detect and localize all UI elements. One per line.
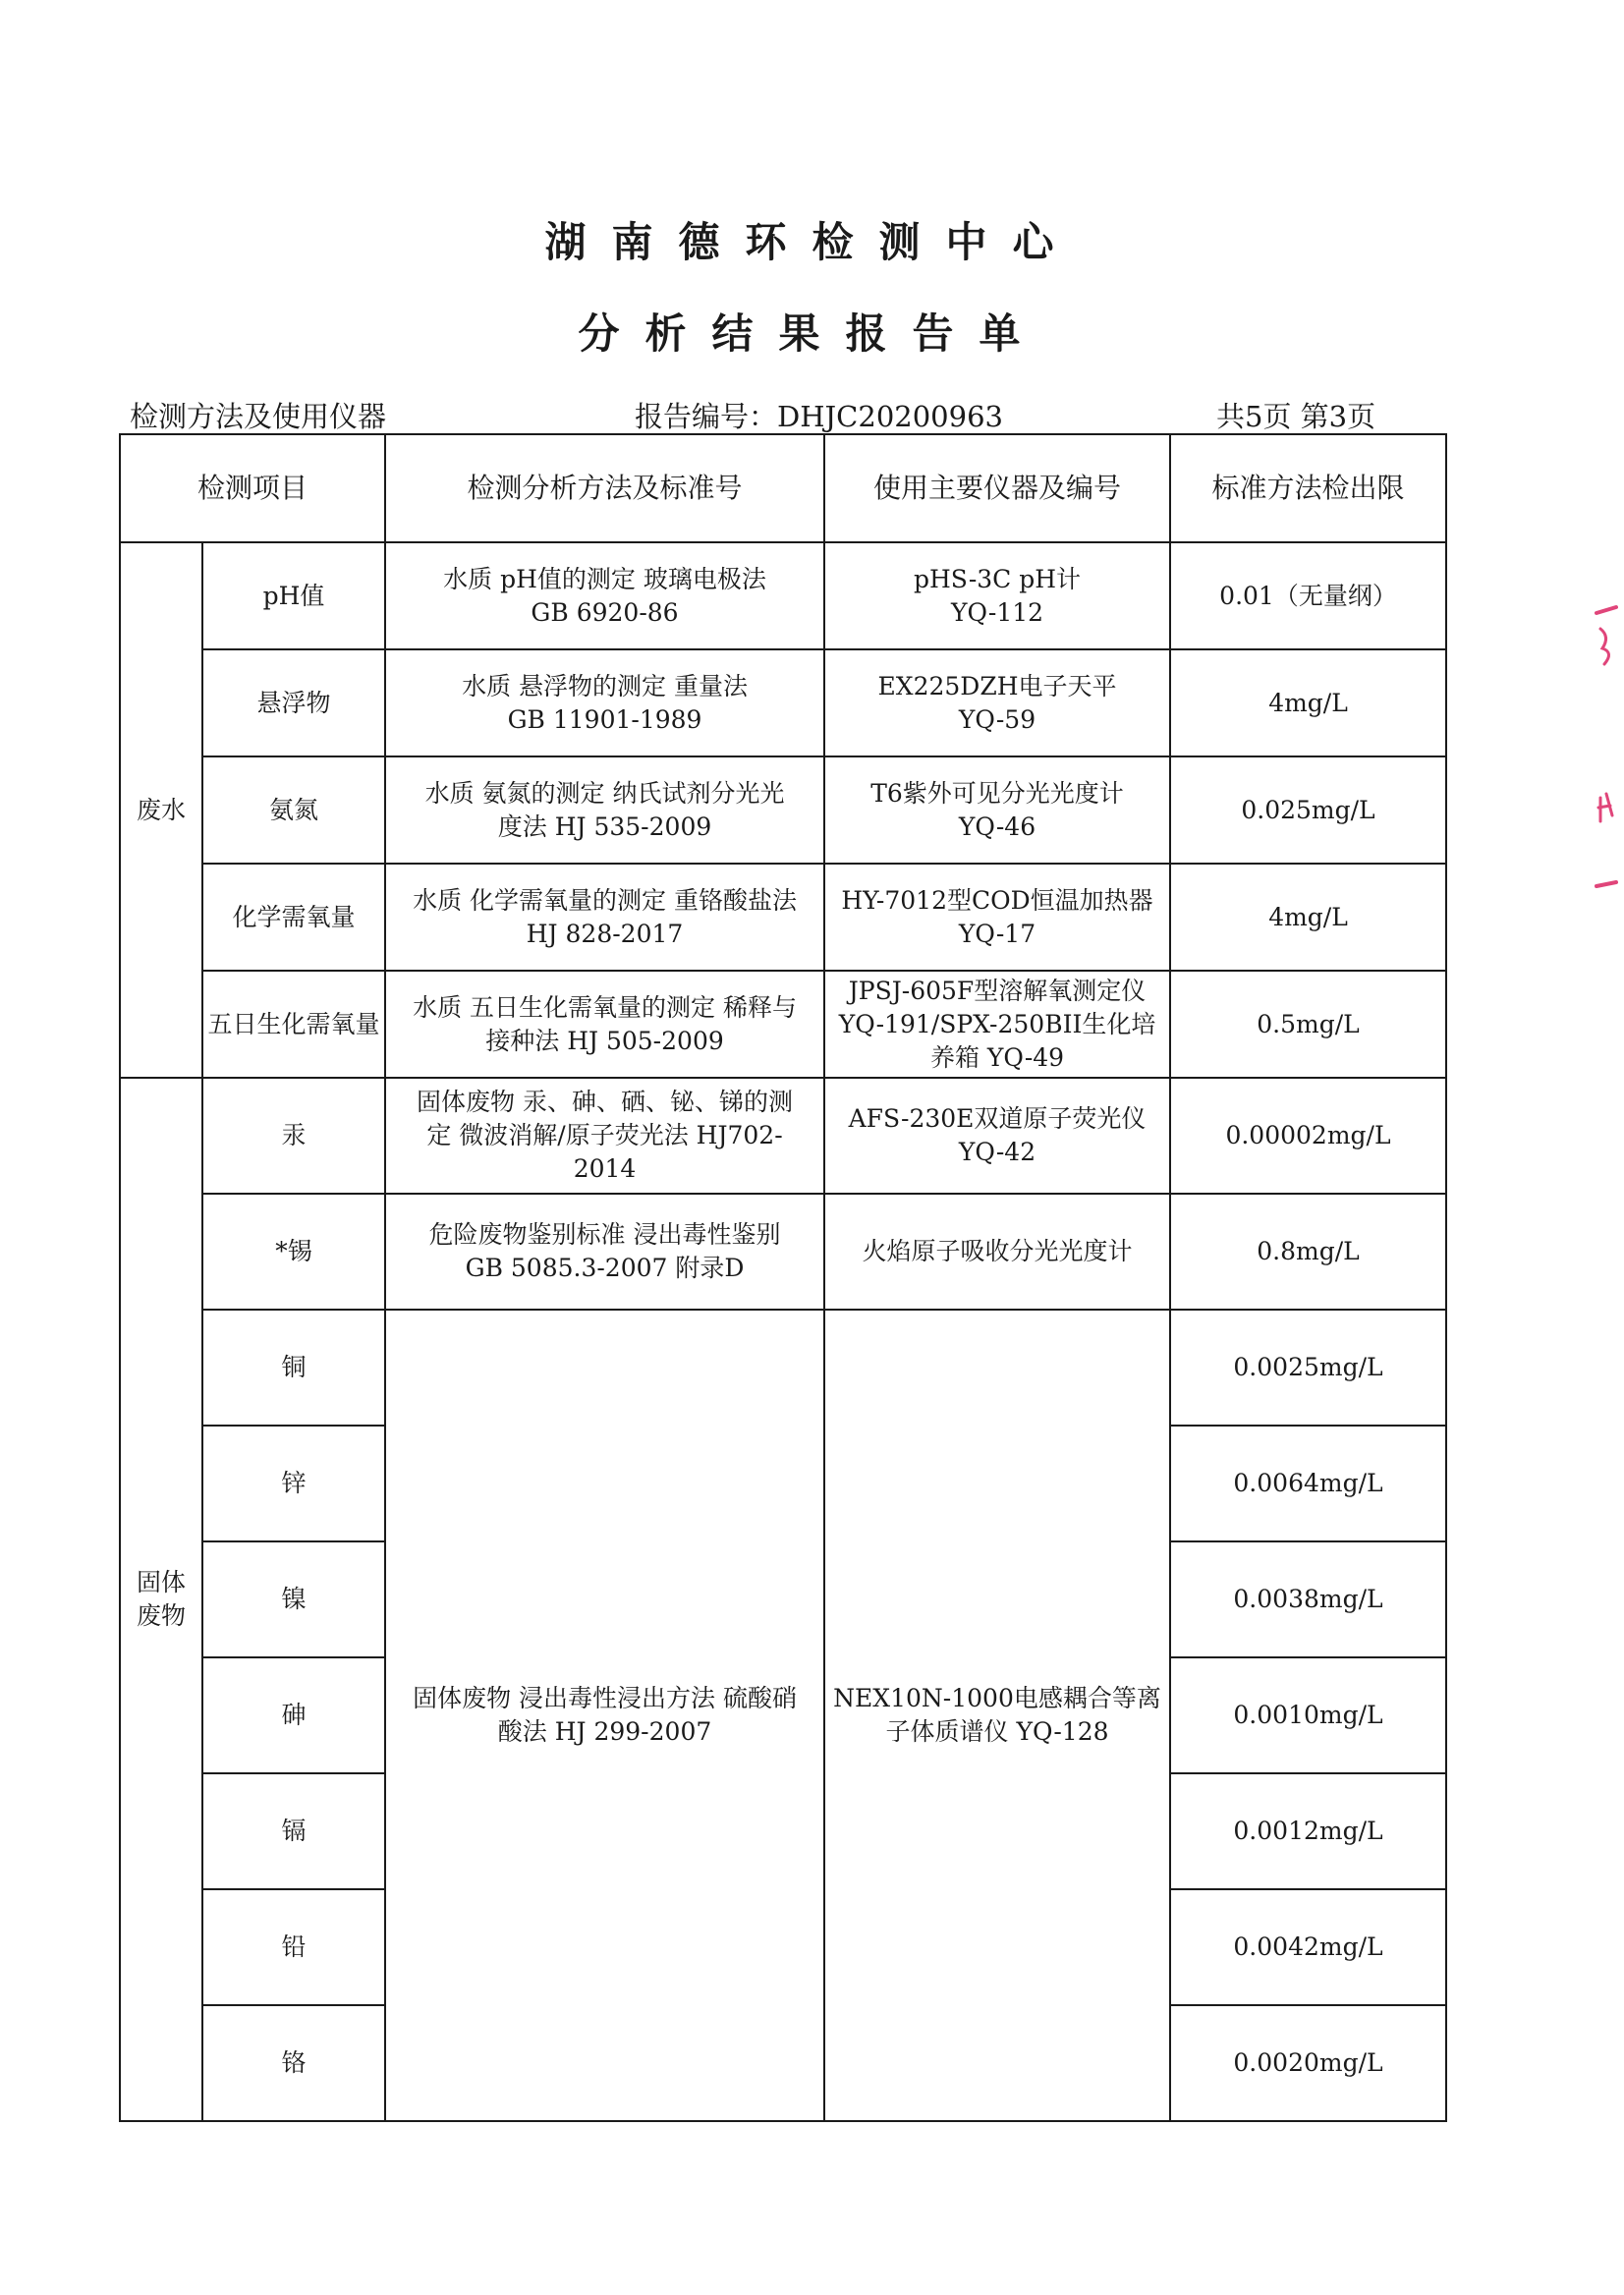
method-line: 水质 pH值的测定 玻璃电极法 <box>443 564 766 593</box>
method-line: 度法 HJ 535-2009 <box>497 812 712 841</box>
seal-stamp-fragment <box>1591 589 1624 904</box>
category-label: 固体废物 <box>136 1568 186 1630</box>
item-cell: 铅 <box>202 1889 385 2005</box>
report-number <box>635 395 1003 435</box>
method-cell <box>385 756 824 864</box>
method-line: GB 5085.3-2007 附录D <box>465 1254 745 1282</box>
limit-cell: 0.0012mg/L <box>1170 1773 1446 1889</box>
item-cell: 悬浮物 <box>202 649 385 756</box>
org-title: 湖南德环检测中心 <box>544 218 1080 266</box>
instrument-line: JPSJ-605F型溶解氧测定仪 <box>848 976 1147 1005</box>
instrument-line: pHS-3C pH计 <box>913 564 1082 593</box>
instrument-line: YQ-59 <box>958 704 1036 734</box>
instrument-line: YQ-191/SPX-250BII生化培 <box>838 1009 1156 1038</box>
instrument-line: YQ-112 <box>950 597 1044 627</box>
table-row <box>120 649 1446 756</box>
item-cell: 氨氮 <box>202 756 385 864</box>
page-indicator: 共5页 第3页 <box>1216 400 1376 433</box>
instrument-cell <box>824 1194 1170 1310</box>
method-line: 固体废物 汞、砷、硒、铋、锑的测 <box>417 1088 793 1116</box>
instrument-line: YQ-42 <box>958 1138 1036 1166</box>
method-line: 水质 化学需氧量的测定 重铬酸盐法 <box>413 885 797 915</box>
method-line: 2014 <box>573 1154 637 1183</box>
item-cell: 铬 <box>202 2005 385 2121</box>
method-cell <box>385 542 824 649</box>
item-cell: 化学需氧量 <box>202 864 385 971</box>
item-cell: 汞 <box>202 1078 385 1194</box>
instrument-cell <box>824 649 1170 756</box>
limit-cell: 0.0025mg/L <box>1170 1310 1446 1426</box>
instrument-line: YQ-46 <box>958 812 1036 841</box>
table-row <box>120 542 1446 649</box>
instrument-line: YQ-17 <box>958 919 1036 948</box>
instrument-cell <box>824 864 1170 971</box>
method-cell <box>385 649 824 756</box>
table-row <box>120 756 1446 864</box>
instrument-cell <box>824 1078 1170 1194</box>
instrument-cell <box>824 971 1170 1078</box>
limit-cell: 0.025mg/L <box>1170 756 1446 864</box>
col-header-item: 检测项目 <box>120 434 385 542</box>
limit-cell: 0.0038mg/L <box>1170 1541 1446 1657</box>
method-line: 水质 氨氮的测定 纳氏试剂分光光 <box>424 778 785 808</box>
col-header-instrument: 使用主要仪器及编号 <box>824 434 1170 542</box>
method-line: 水质 悬浮物的测定 重量法 <box>462 671 748 700</box>
results-table <box>119 433 1447 2122</box>
limit-cell: 4mg/L <box>1170 864 1446 971</box>
item-cell: *锡 <box>202 1194 385 1310</box>
limit-cell: 0.0020mg/L <box>1170 2005 1446 2121</box>
col-header-method: 检测分析方法及标准号 <box>385 434 824 542</box>
instrument-line: 养箱 YQ-49 <box>929 1042 1065 1072</box>
method-line: GB 6920-86 <box>531 597 679 627</box>
method-line: 危险废物鉴别标准 浸出毒性鉴别 <box>428 1220 781 1249</box>
limit-cell: 0.00002mg/L <box>1170 1078 1446 1194</box>
table-row <box>120 1078 1446 1194</box>
category-solid-waste <box>120 1078 202 2121</box>
method-cell <box>385 1194 824 1310</box>
table-row <box>120 1310 1446 1426</box>
report-number-value: DHJC20200963 <box>777 400 1003 433</box>
instrument-line: 火焰原子吸收分光光度计 <box>862 1237 1133 1265</box>
item-cell: 锌 <box>202 1426 385 1541</box>
table-row <box>120 971 1446 1078</box>
doc-title: 分析结果报告单 <box>578 309 1046 358</box>
table-row <box>120 864 1446 971</box>
instrument-line: EX225DZH电子天平 <box>877 671 1117 700</box>
limit-cell: 0.01（无量纲） <box>1170 542 1446 649</box>
method-line: HJ 828-2017 <box>526 919 684 948</box>
method-cell <box>385 971 824 1078</box>
method-cell <box>385 1078 824 1194</box>
table-row <box>120 1194 1446 1310</box>
table-header-row <box>120 434 1446 542</box>
limit-cell: 0.0042mg/L <box>1170 1889 1446 2005</box>
limit-cell: 0.8mg/L <box>1170 1194 1446 1310</box>
method-line: 固体废物 浸出毒性浸出方法 硫酸硝 <box>413 1684 797 1712</box>
item-cell: 镍 <box>202 1541 385 1657</box>
instrument-line: NEX10N-1000电感耦合等离 <box>833 1684 1161 1712</box>
method-line: 接种法 HJ 505-2009 <box>485 1026 724 1055</box>
report-number-label: 报告编号： <box>635 400 778 433</box>
instrument-line: T6紫外可见分光光度计 <box>870 778 1124 808</box>
method-line: 定 微波消解/原子荧光法 HJ702- <box>426 1121 783 1149</box>
method-line: 水质 五日生化需氧量的测定 稀释与 <box>413 992 797 1022</box>
item-cell: 五日生化需氧量 <box>202 971 385 1078</box>
instrument-line: 子体质谱仪 YQ-128 <box>885 1717 1109 1746</box>
method-cell <box>385 864 824 971</box>
limit-cell: 0.0064mg/L <box>1170 1426 1446 1541</box>
instrument-line: AFS-230E双道原子荧光仪 <box>848 1104 1147 1133</box>
item-cell: 砷 <box>202 1657 385 1773</box>
item-cell: 铜 <box>202 1310 385 1426</box>
method-line: GB 11901-1989 <box>507 704 702 734</box>
category-wastewater: 废水 <box>120 542 202 1078</box>
item-cell: 镉 <box>202 1773 385 1889</box>
instrument-line: HY-7012型COD恒温加热器 <box>841 885 1153 915</box>
limit-cell: 0.0010mg/L <box>1170 1657 1446 1773</box>
col-header-limit: 标准方法检出限 <box>1170 434 1446 542</box>
limit-cell: 4mg/L <box>1170 649 1446 756</box>
section-label: 检测方法及使用仪器 <box>130 400 387 433</box>
instrument-cell <box>824 756 1170 864</box>
instrument-cell <box>824 542 1170 649</box>
method-line: 酸法 HJ 299-2007 <box>497 1717 712 1746</box>
item-cell: pH值 <box>202 542 385 649</box>
metals-method-cell <box>385 1310 824 2121</box>
limit-cell: 0.5mg/L <box>1170 971 1446 1078</box>
metals-instrument-cell <box>824 1310 1170 2121</box>
